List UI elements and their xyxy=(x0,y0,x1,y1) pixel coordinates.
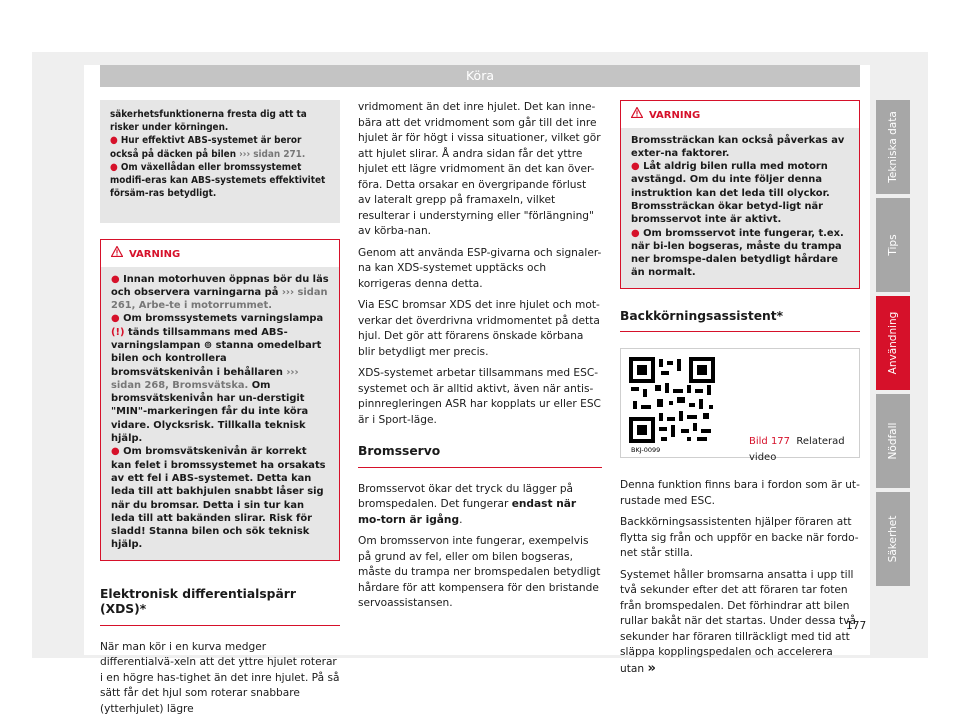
tab-label: Tekniska data xyxy=(887,111,899,183)
abs-lamp-icon: ⊚ xyxy=(203,339,213,351)
warning-header xyxy=(621,101,859,128)
paragraph: Systemet håller bromsarna ansatta i upp till två sekunder efter det att föraren tar foten från bromspedalen. Det förhindrar att bilen rullar bakåt när det startas. Under dessa två sekunder har föraren tillräckligt med tid att släppa kopplingspedalen och accelerera utan » xyxy=(620,568,856,676)
page-reference-link[interactable]: ››› sidan 261, Arbe-te i motorrummet. xyxy=(111,286,328,312)
warning-item: ● Låt aldrig bilen rulla med motorn avstängd. Om du inte följer denna instruktion kan det leda till olyckor. Bromssträckan ökar betyd-ligt när bromsservot inte är aktivt. xyxy=(631,161,830,226)
warning-item: ● Om bromsvätskenivån är korrekt kan felet i bromssystemet ha orsakats av ett fel i ABS-systemet. Detta kan leda till att bakhjulen snabbt låser sig när du bromsar. Detta i sin tur kan leda till att bakänden slirar. Risk för sladd! Stanna bilen och sök teknisk hjälp. xyxy=(111,446,326,551)
info-item: ● Om växellådan eller bromssystemet modifi-eras kan ABS-systemets effektivitet försäm-ras betydligt. xyxy=(110,161,326,200)
paragraph: Denna funktion finns bara i fordon som är ut-rustade med ESC. xyxy=(620,479,860,507)
info-item: ● Hur effektivt ABS-systemet är beror också på däcken på bilen ››› sidan 271. xyxy=(110,135,306,160)
paragraph: XDS-systemet arbetar tillsammans med ESC-systemet och är alltid aktivt, även när antis-pinnregleringen ASR har kopplats ur eller ESC är i Sport-läge. xyxy=(358,367,601,426)
video-figure[interactable] xyxy=(620,348,860,463)
bullet-icon: ● xyxy=(110,135,118,147)
paragraph: Bromsservot ökar det tryck du lägger på bromspedalen. Det fungerar endast när mo-torn är igång. xyxy=(358,482,577,526)
tab-label: Tips xyxy=(887,234,899,256)
figure-caption-text: Relaterad video xyxy=(749,436,845,463)
warning-item: ● Innan motorhuven öppnas bör du läs och observera varningarna på ››› sidan 261, Arbe-te i motorrummet. xyxy=(111,273,329,312)
figure-number: Bild 177 xyxy=(749,436,791,448)
info-intro: säkerhetsfunktionerna fresta dig att ta risker under körningen. xyxy=(110,109,307,134)
warning-label: VARNING xyxy=(649,109,701,121)
page-header xyxy=(100,65,860,87)
bullet-icon: ● xyxy=(110,161,118,173)
info-box xyxy=(100,100,340,223)
paragraph: Genom att använda ESP-givarna och signaler-na kan XDS-systemet upptäcks och korrigeras denna detta. xyxy=(358,246,602,290)
page-number: 177 xyxy=(846,620,867,632)
brake-warning-lamp-icon: (!) xyxy=(111,326,125,338)
section-title: Bromsservo xyxy=(358,444,602,468)
qr-code-label: BKJ-0099 xyxy=(631,446,661,455)
paragraph: Via ESC bromsar XDS det inre hjulet och mot-verkar det överdrivna vridmomentet på detta hjul. Det gör att förarens önskade körbana blir betydligt mer precis. xyxy=(358,299,600,358)
warning-label: VARNING xyxy=(129,248,181,260)
tab-label: Användning xyxy=(887,311,899,375)
tab-label: Nödfall xyxy=(887,422,899,460)
tab-tips[interactable] xyxy=(876,198,910,292)
paragraph: vridmoment än det inre hjulet. Det kan inne-bära att det vridmoment som går till det inre hjulet är för högt i vissa situationer, vilket gör att hjulet slirar. Å andra sidan får det yttre hjulet ett lägre vridmoment än det kan över-föra. Detta orsakar en övergripande förlust av lateralt grepp på framaxeln, vilket resulterar i understyrning eller "förlängning" av körba-nan. xyxy=(358,101,601,237)
warning-triangle-icon xyxy=(111,246,123,263)
warning-box xyxy=(100,239,340,561)
qr-code-icon[interactable] xyxy=(625,353,731,455)
continue-arrow-icon: » xyxy=(647,660,656,676)
bullet-icon: ● xyxy=(631,227,640,239)
tab-label: Säkerhet xyxy=(887,515,899,563)
warning-box xyxy=(620,100,860,289)
warning-body xyxy=(101,267,339,560)
tab-anvandning[interactable] xyxy=(876,296,910,390)
warning-item: ● Om bromsservot inte fungerar, t.ex. när bi-len bogseras, måste du trampa ner bromspe-dalen betydligt hårdare än normalt. xyxy=(631,227,844,279)
bullet-icon: ● xyxy=(111,446,120,458)
warning-item: ● Om bromssystemets varningslampa (!) tänds tillsammans med ABS-varningslampan ⊚ stanna omedelbart bilen och kontrollera bromsvätskenivån i behållaren ››› sidan 268, Bromsvätska. Om bromsvätskenivån har un-derstigit "MIN"-markeringen får du inte köra vidare. Olycksrisk. Tillkalla teknisk hjälp. xyxy=(111,313,324,445)
warning-body xyxy=(621,128,859,288)
tab-tekniska-data[interactable] xyxy=(876,100,910,194)
bullet-icon: ● xyxy=(111,313,120,325)
paragraph: Backkörningsassistenten hjälper föraren att flytta sig från och uppför en backe när fordo-net står stilla. xyxy=(620,516,859,560)
bullet-icon: ● xyxy=(631,161,640,173)
tab-sakerhet[interactable] xyxy=(876,492,910,586)
paragraph: När man kör i en kurva medger differentialvä-xeln att det yttre hjulet roterar i en högre has-tighet än det inre hjulet. På så sätt får det hjul som roterar snabbare (ytterhjulet) lägre xyxy=(100,640,340,715)
page-reference-link[interactable]: ››› sidan 268, Bromsvätska. xyxy=(111,366,299,391)
right-column xyxy=(620,100,860,683)
figure-caption xyxy=(749,434,859,465)
section-title: Backkörningsassistent* xyxy=(620,309,860,333)
tab-nodfall[interactable] xyxy=(876,394,910,488)
page-reference-link[interactable]: ››› sidan 271. xyxy=(239,148,306,160)
middle-column xyxy=(358,100,602,618)
warning-header xyxy=(101,240,339,267)
paragraph: Om bromsservon inte fungerar, exempelvis på grund av fel, eller om bilen bogseras, måste du trampa ner bromspedalen betydligt hårdare för att kompensera för den bristande servoassistansen. xyxy=(358,535,601,609)
bullet-icon: ● xyxy=(111,273,120,285)
left-column xyxy=(100,100,340,723)
section-title: Elektronisk differentialspärr (XDS)* xyxy=(100,587,340,626)
warning-intro: Bromssträckan kan också påverkas av exter-na faktorer. xyxy=(631,134,845,159)
header-title: Köra xyxy=(465,68,495,83)
warning-triangle-icon xyxy=(631,107,643,124)
